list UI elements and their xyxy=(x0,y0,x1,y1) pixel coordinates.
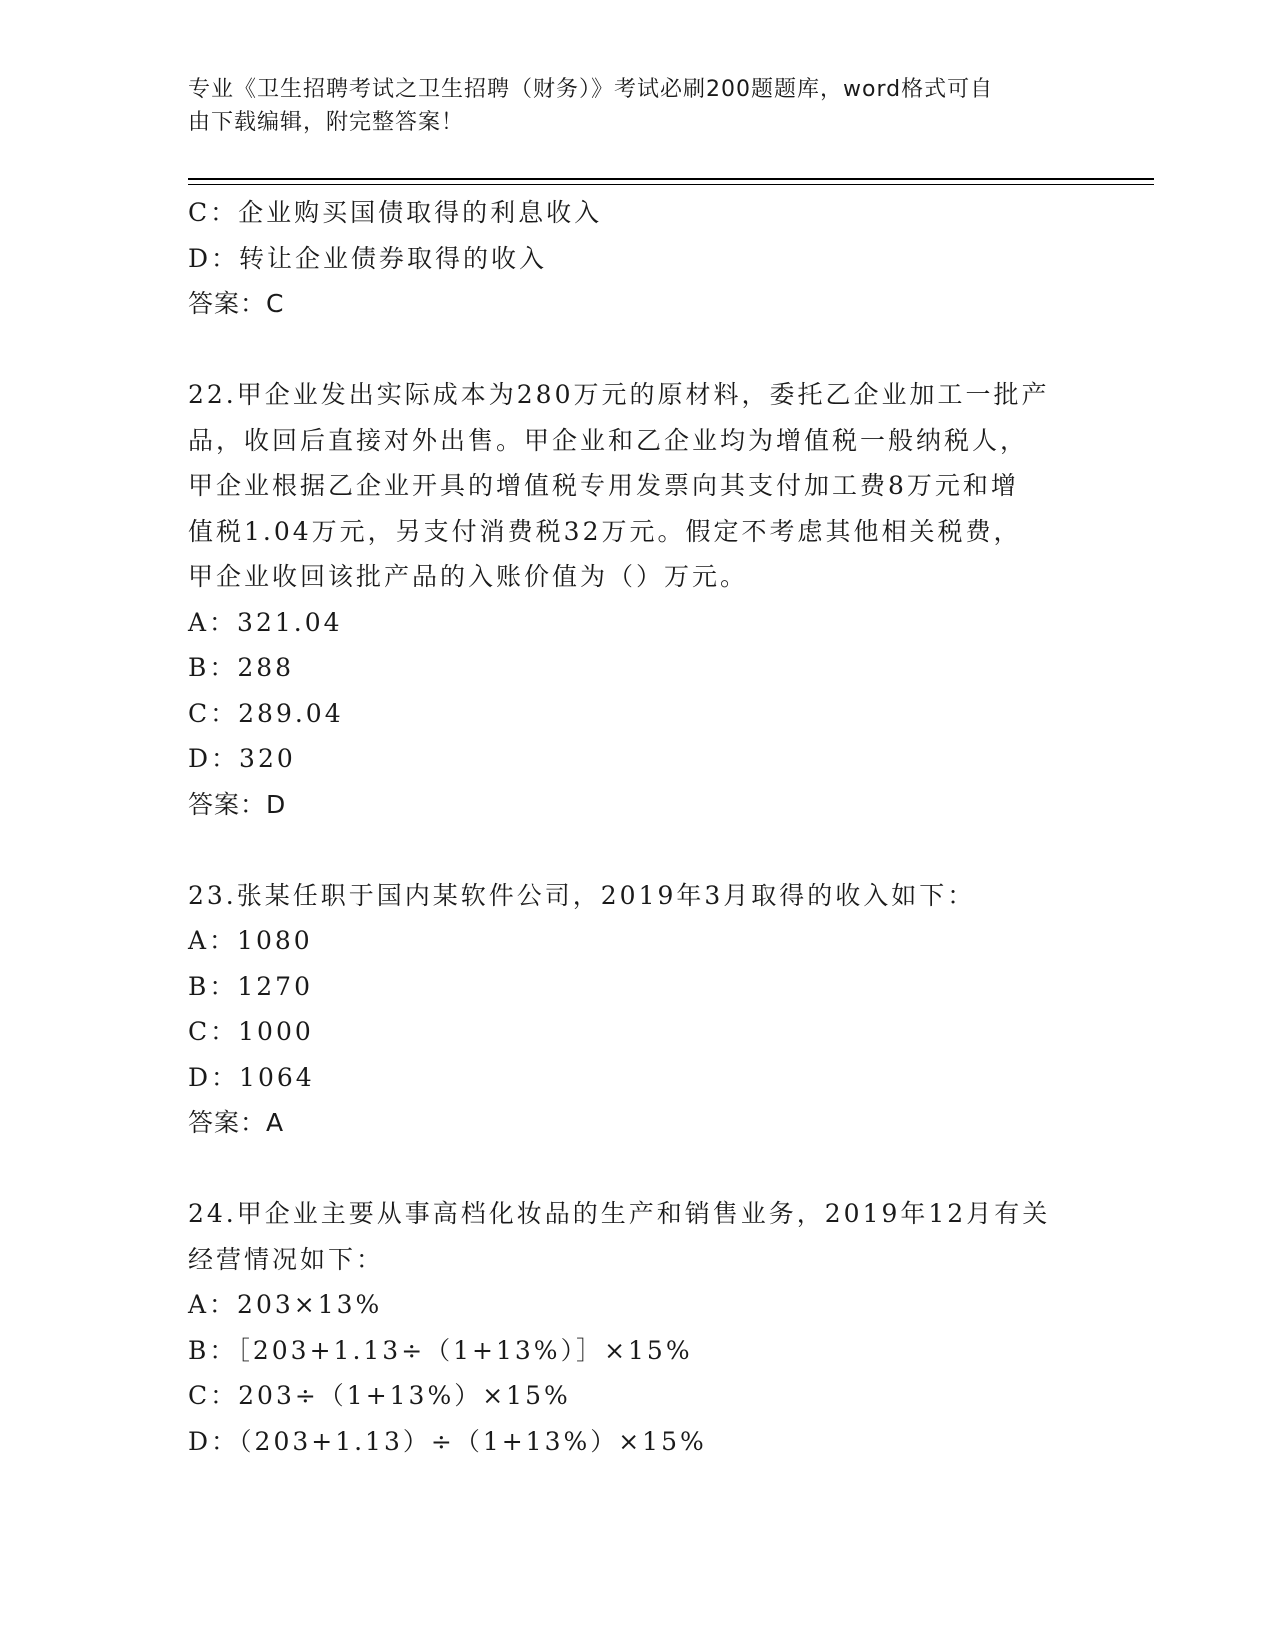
option-d: D：（203+1.13）÷（1+13%）×15% xyxy=(188,1426,707,1456)
document-header xyxy=(188,73,1068,139)
spacer xyxy=(188,327,1088,373)
header-divider-thick xyxy=(188,178,1154,180)
question-21-continued xyxy=(188,190,1088,327)
question-stem-line: 品，收回后直接对外出售。甲企业和乙企业均为增值税一般纳税人， xyxy=(188,425,1029,455)
answer-line: 答案：C xyxy=(188,289,285,318)
question-stem-line: 24.甲企业主要从事高档化妆品的生产和销售业务，2019年12月有关 xyxy=(188,1199,1051,1228)
option-b: B：1270 xyxy=(188,971,313,1001)
header-divider-thin xyxy=(188,184,1154,185)
question-23 xyxy=(188,873,1088,1146)
spacer xyxy=(188,1146,1088,1192)
question-list xyxy=(188,190,1088,1464)
option-c: C：企业购买国债取得的利息收入 xyxy=(188,198,603,227)
option-b: B：288 xyxy=(188,653,295,682)
question-stem-line: 值税1.04万元，另支付消费税32万元。假定不考虑其他相关税费， xyxy=(188,516,1022,546)
question-22 xyxy=(188,372,1088,827)
answer-line: 答案：D xyxy=(188,789,287,819)
option-a: A：203×13% xyxy=(188,1290,383,1319)
option-d: D：320 xyxy=(188,744,296,773)
question-24 xyxy=(188,1191,1088,1464)
option-a: A：321.04 xyxy=(188,607,343,637)
question-stem-line: 甲企业收回该批产品的入账价值为（）万元。 xyxy=(188,562,749,591)
option-d: D：转让企业债券取得的收入 xyxy=(188,243,548,273)
option-c: C：203÷（1+13%）×15% xyxy=(188,1381,571,1410)
header-line-2: 由下载编辑，附完整答案！ xyxy=(188,110,465,135)
question-stem-line: 经营情况如下： xyxy=(188,1244,385,1274)
option-d: D：1064 xyxy=(188,1062,315,1092)
option-c: C：289.04 xyxy=(188,698,344,728)
option-c: C：1000 xyxy=(188,1017,314,1046)
option-a: A：1080 xyxy=(188,926,313,955)
question-stem-line: 23.张某任职于国内某软件公司，2019年3月取得的收入如下： xyxy=(188,880,976,910)
answer-line: 答案：A xyxy=(188,1108,285,1137)
question-stem-line: 甲企业根据乙企业开具的增值税专用发票向其支付加工费8万元和增 xyxy=(188,471,1019,500)
question-stem-line: 22.甲企业发出实际成本为280万元的原材料，委托乙企业加工一批产 xyxy=(188,380,1050,409)
header-line-1: 专业《卫生招聘考试之卫生招聘（财务）》考试必刷200题题库，word格式可自 xyxy=(188,77,994,102)
option-b: B：［203+1.13÷（1+13%）］×15% xyxy=(188,1335,693,1365)
spacer xyxy=(188,827,1088,873)
